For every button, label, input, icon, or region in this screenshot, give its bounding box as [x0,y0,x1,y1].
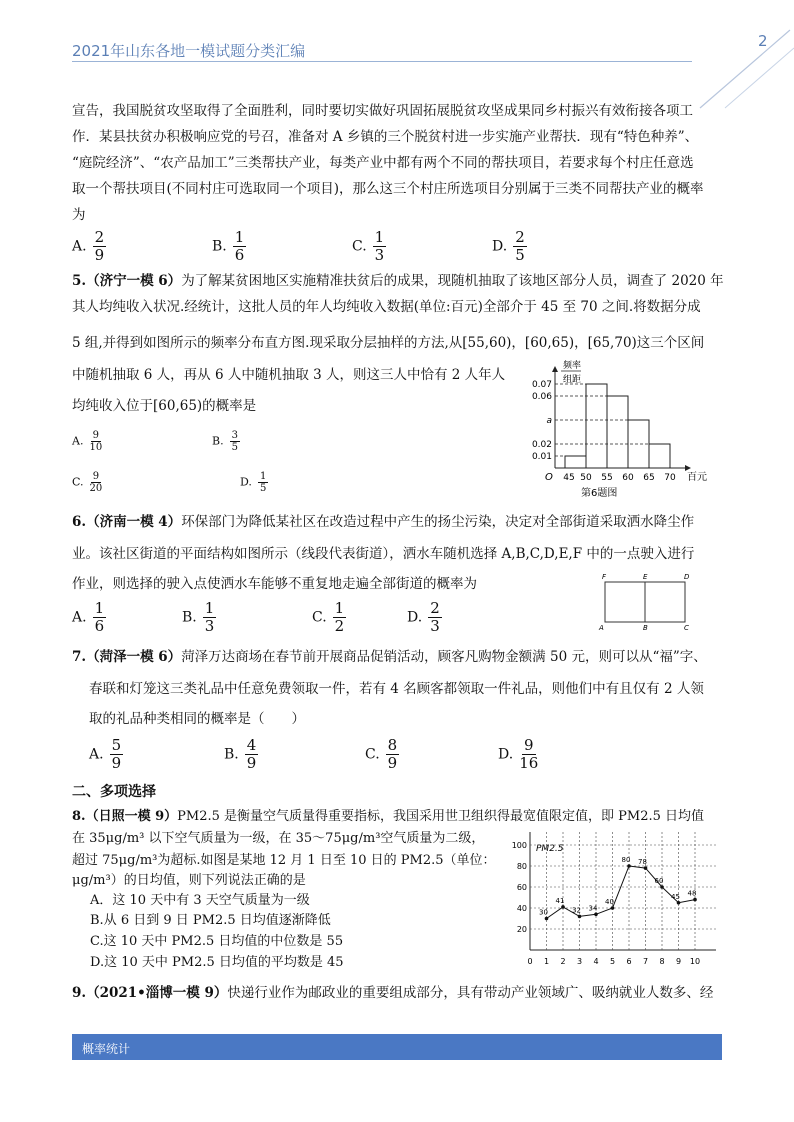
pm-data-label: 45 [671,892,680,901]
q5-option-b[interactable]: B. $\frac{3}{5}$ [212,430,238,453]
q7-line-1: 7.（菏泽一模 6）菏泽万达商场在春节前开展商品促销活动，顾客凡购物金额满 50 元，则可以从“福”字、 [72,649,707,665]
pm-chart-title: PM2.5 [536,844,564,854]
q7-line-2: 春联和灯笼这三类礼品中任意免费领取一件，若有 4 名顾客都领取一件礼品，则他们中有且仅有 2 人领 [89,681,704,697]
hist-ytick-label: 0.06 [531,392,552,402]
hist-bar [649,444,670,468]
q6-line-2: 业。该社区街道的平面结构如图所示（线段代表街道），洒水车随机选择 A,B,C,D,E,F 中的一点驶入进行 [72,546,695,562]
q8-option-b[interactable]: B.从 6 日到 9 日 PM2.5 日均值逐渐降低 [90,913,331,928]
hist-xtick-label: 65 [643,473,655,483]
q5-option-c[interactable]: C. $\frac{9}{20}$ [72,471,103,494]
q4-option-b[interactable]: B. $\frac{1}{6}$ [212,228,245,264]
hist-xtick-label: 60 [622,473,634,483]
q6-option-b[interactable]: B. $\frac{1}{3}$ [182,599,215,635]
q5-option-a[interactable]: A. $\frac{9}{10}$ [72,430,103,453]
pm-xtick-label: 10 [689,957,701,966]
pm-data-point [611,906,615,910]
pm-xtick-label: 4 [593,957,599,966]
point-e: E [643,573,648,581]
hist-bar [565,456,586,468]
pm-xtick-label: 3 [576,957,583,966]
pm-xtick-label: 0 [527,957,533,966]
q8-line-4: μg/m³）的日均值，则下列说法正确的是 [72,873,306,888]
street-diagram [596,570,700,632]
pm-data-label: 41 [555,896,565,905]
pm-data-point [627,864,631,868]
q4-line-5: 为 [72,207,86,223]
pm-data-label: 40 [605,898,614,906]
pm-ytick-label: 20 [516,925,527,934]
q5-line-3: 5 组,并得到如图所示的频率分布直方图.现采取分层抽样的方法,从[55,60)，[60,65)，[65,70)这三个区间 [72,335,705,351]
q7-option-a[interactable]: A. $\frac{5}{9}$ [89,736,122,772]
pm-data-label: 48 [687,889,697,898]
pm-xtick-label: 7 [642,957,649,966]
q9-line-1: 9.（2021•淄博一模 9）快递行业作为邮政业的重要组成部分，具有带动产业领域广、吸纳就业人数多、经 [72,985,714,1001]
page-number: 2 [758,32,768,50]
q7-line-3: 取的礼品种类相同的概率是（ ） [89,711,305,727]
pm25-line-chart [510,826,722,974]
pm-ytick-label: 40 [516,904,527,913]
q4-line-1: 宣告，我国脱贫攻坚取得了全面胜利，同时要切实做好巩固拓展脱贫攻坚成果同乡村振兴有效衔接各项工 [72,103,693,119]
pm-data-point [594,913,598,917]
pm-xtick-label: 1 [543,957,550,966]
pm-data-point [545,917,549,921]
pm-data-point [660,885,664,889]
q4-line-4: 取一个帮扶项目(不同村庄可选取同一个项目)，那么这三个村庄所选项目分别属于三类不同帮扶产业的概率 [72,181,704,197]
pm-xtick-label: 8 [659,957,665,966]
hist-x-arrow [685,465,691,471]
q4-option-d[interactable]: D. $\frac{2}{5}$ [492,228,525,264]
point-a: A [599,624,604,632]
q6-option-c[interactable]: C. $\frac{1}{2}$ [312,599,345,635]
hist-xtick-label: 45 [563,473,575,483]
corner-decoration [690,20,794,110]
point-b: B [643,624,648,632]
q6-line-1: 6.（济南一模 4）环保部门为降低某社区在改造过程中产生的扬尘污染，决定对全部街道采取洒水降尘作 [72,514,695,530]
q4-line-2: 作．某县扶贫办积极响应党的号召，准备对 A 乡镇的三个脱贫村进一步实施产业帮扶．现有“特色种养”、 [72,129,699,145]
point-d: D [684,573,690,581]
q8-option-d[interactable]: D.这 10 天中 PM2.5 日均值的平均数是 45 [90,955,344,970]
hist-y-arrow [552,366,558,372]
pm-data-point [677,901,681,905]
pm-ytick-label: 60 [516,883,527,892]
q8-line-1: 8.（日照一模 9）PM2.5 是衡量空气质量得重要指标，我国采用世卫组织得最宽值限定值，即 PM2.5 日均值 [72,809,705,824]
q8-option-c[interactable]: C.这 10 天中 PM2.5 日均值的中位数是 55 [90,934,344,949]
pm-data-point [578,915,582,919]
pm-data-label: 32 [572,906,581,915]
point-c: C [684,624,689,632]
hist-origin: O [545,472,553,483]
hist-bar [586,384,607,468]
q7-option-c[interactable]: C. $\frac{8}{9}$ [365,736,398,772]
q5-line-4: 中随机抽取 6 人，再从 6 人中随机抽取 3 人，则这三人中恰有 2 人年人 [72,367,506,383]
q4-option-c[interactable]: C. $\frac{1}{3}$ [352,228,385,264]
pm-data-label: 78 [638,858,647,867]
q5-line-5: 均纯收入位于[60,65)的概率是 [72,398,257,414]
section-heading-multi-choice: 二、多项选择 [72,784,156,800]
pm-xtick-label: 2 [560,957,566,966]
header-title: 2021年山东各地一模试题分类汇编 [72,42,306,60]
footer-bar [72,1034,722,1060]
hist-ylabel-bottom: 组距 [563,375,582,385]
q6-line-3: 作业，则选择的驶入点使洒水车能够不重复地走遍全部街道的概率为 [72,576,477,592]
point-f: F [602,573,607,581]
pm-xtick-label: 5 [609,957,616,966]
q6-option-a[interactable]: A. $\frac{1}{6}$ [72,599,105,635]
pm-data-point [693,898,697,902]
hist-bar [607,396,628,468]
q8-line-2: 在 35μg/m³ 以下空气质量为一级，在 35～75μg/m³空气质量为二级， [72,831,485,846]
q5-line-1: 5.（济宁一模 6）为了解某贫困地区实施精准扶贫后的成果，现随机抽取了该地区部分人员，调查了 2020 年 [72,273,724,289]
q7-option-b[interactable]: B. $\frac{4}{9}$ [224,736,257,772]
pm-ytick-label: 80 [516,862,527,871]
q5-line-2: 其人均纯收入状况.经统计，这批人员的年人均纯收入数据(单位:百元)全部介于 45 至 70 之间.将数据分成 [72,299,701,315]
q5-option-d[interactable]: D. $\frac{1}{5}$ [240,471,267,494]
footer-text: 概率统计 [82,1042,131,1056]
q4-option-a[interactable]: A. $\frac{2}{9}$ [72,228,105,264]
pm-data-label: 30 [539,908,548,917]
q6-option-d[interactable]: D. $\frac{2}{3}$ [407,599,440,635]
pm-xtick-label: 6 [626,957,632,966]
histogram-figure [515,356,715,504]
hist-ytick-label: 0.01 [531,452,552,462]
pm-data-point [561,905,565,909]
pm-data-label: 60 [654,877,664,885]
hist-xtick-label: 55 [601,473,613,483]
hist-xtick-label: 70 [664,473,676,483]
hist-xtick-label: 50 [580,473,592,483]
pm-data-point [644,866,648,870]
pm-xtick-label: 9 [675,957,682,966]
q8-option-a[interactable]: A．这 10 天中有 3 天空气质量为一级 [90,893,310,908]
header-divider [72,61,692,62]
hist-caption: 第6题图 [581,488,618,499]
pm-data-label: 34 [588,904,598,913]
q8-line-3: 超过 75μg/m³为超标.如图是某地 12 月 1 日至 10 日的 PM2.5（单位： [72,853,496,868]
pm-ytick-label: 100 [511,841,527,850]
hist-ytick-label: 0.02 [531,440,552,450]
hist-ytick-label: a [546,416,552,426]
hist-ylabel-top: 频率 [563,361,582,371]
q4-line-3: “庭院经济”、“农产品加工”三类帮扶产业，每类产业中都有两个不同的帮扶项目，若要求每个村庄任意选 [72,155,694,171]
pm-data-label: 80 [621,856,631,864]
hist-xunit: 百元 [687,472,707,483]
q7-option-d[interactable]: D. $\frac{9}{16}$ [498,736,539,772]
hist-ytick-label: 0.07 [531,380,552,390]
